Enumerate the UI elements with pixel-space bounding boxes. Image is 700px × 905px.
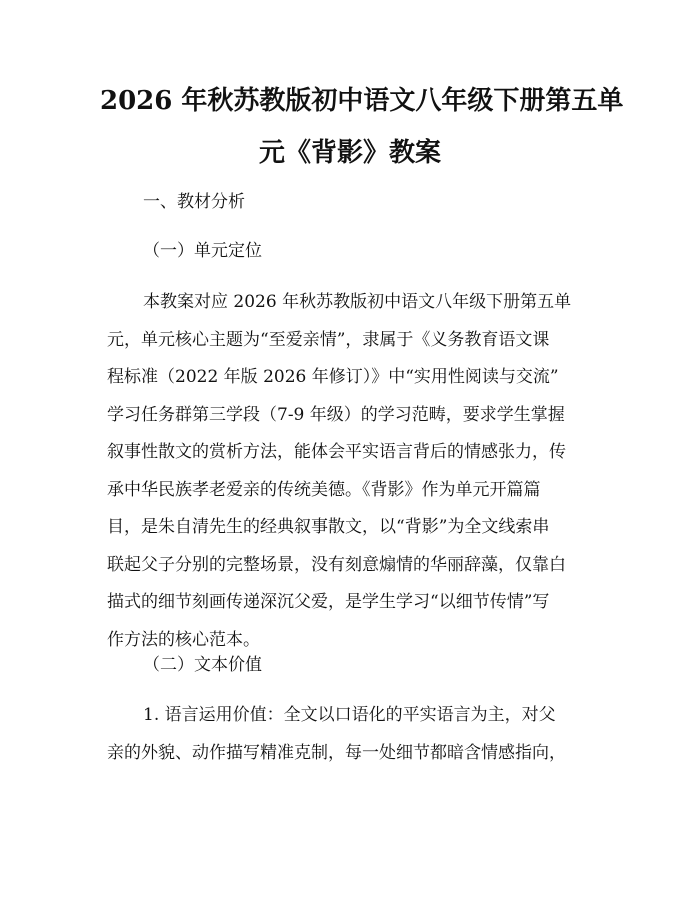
paragraph-unit-positioning	[107, 290, 607, 665]
subsection-heading-text-value: （二）文本价值	[143, 655, 262, 675]
document-title-line-1: 2026 年秋苏教版初中语文八年级下册第五单	[100, 86, 624, 116]
document-title-line-2: 元《背影》教案	[258, 138, 441, 168]
paragraph-line: 作方法的核心范本。	[107, 629, 260, 650]
paragraph-line: 描式的细节刻画传递深沉父爱，是学生学习“以细节传情”写	[107, 592, 550, 612]
paragraph-line: 联起父子分别的完整场景，没有刻意煽情的华丽辞藻，仅靠白	[107, 554, 566, 575]
section-heading-textbook-analysis: 一、教材分析	[143, 192, 245, 212]
paragraph-line: 亲的外貌、动作描写精准克制，每一处细节都暗含情感指向，	[107, 742, 566, 763]
paragraph-line: 元，单元核心主题为“至爱亲情”，隶属于《义务教育语文课	[107, 329, 550, 350]
paragraph-line: 本教案对应 2026 年秋苏教版初中语文八年级下册第五单	[143, 292, 572, 312]
paragraph-line: 程标准（2022 年版 2026 年修订）》中“实用性阅读与交流”	[107, 367, 559, 387]
paragraph-line: 目，是朱自清先生的经典叙事散文，以“背影”为全文线索串	[107, 517, 550, 537]
paragraph-line: 承中华民族孝老爱亲的传统美德。《背影》作为单元开篇篇	[107, 479, 541, 500]
paragraph-line: 叙事性散文的赏析方法，能体会平实语言背后的情感张力，传	[107, 442, 566, 462]
paragraph-line: 学习任务群第三学段（7-9 年级）的学习范畴，要求学生掌握	[107, 404, 565, 425]
paragraph-text-value	[107, 703, 607, 778]
subsection-heading-unit-positioning: （一）单元定位	[143, 241, 262, 261]
paragraph-line: 1. 语言运用价值：全文以口语化的平实语言为主，对父	[143, 705, 556, 725]
